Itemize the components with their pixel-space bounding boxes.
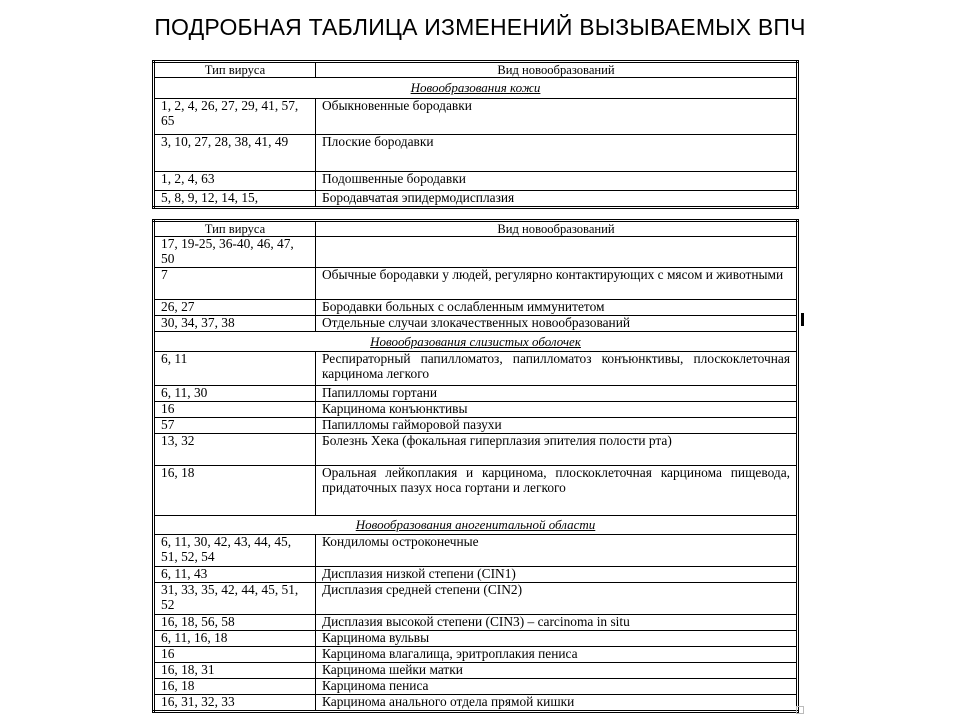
neoplasm-kind-cell: Отдельные случаи злокачественных новообразований — [316, 316, 798, 332]
neoplasm-kind-cell: Оральная лейкоплакия и карцинома, плоскоклеточная карцинома пищевода, придаточных пазух носа гортани и легкого — [316, 466, 798, 516]
table-row — [154, 316, 798, 332]
table-row — [154, 300, 798, 316]
neoplasm-kind-cell: Респираторный папилломатоз, папилломатоз конъюнктивы, плоскоклеточная карцинома легкого — [316, 352, 798, 386]
virus-types-cell: 6, 11, 43 — [154, 567, 316, 583]
table-row — [154, 191, 798, 207]
neoplasm-kind-cell: Обычные бородавки у людей, регулярно контактирующих с мясом и животными — [316, 268, 798, 300]
virus-types-cell: 16, 18 — [154, 679, 316, 695]
virus-types-cell: 6, 11 — [154, 352, 316, 386]
neoplasm-kind-cell: Обыкновенные бородавки — [316, 99, 798, 135]
table-row — [154, 631, 798, 647]
section-row-anogenital — [154, 516, 798, 535]
table-row — [154, 567, 798, 583]
virus-types-cell: 7 — [154, 268, 316, 300]
virus-types-cell: 1, 2, 4, 26, 27, 29, 41, 57, 65 — [154, 99, 316, 135]
table-row — [154, 695, 798, 711]
neoplasm-kind-cell: Дисплазия высокой степени (CIN3) – carcinoma in situ — [316, 615, 798, 631]
column-header-virus-type: Тип вируса — [154, 62, 316, 78]
neoplasm-kind-cell: Дисплазия средней степени (CIN2) — [316, 583, 798, 615]
virus-types-cell: 6, 11, 30, 42, 43, 44, 45, 51, 52, 54 — [154, 535, 316, 567]
table-row — [154, 615, 798, 631]
table-row — [154, 352, 798, 386]
virus-types-cell: 30, 34, 37, 38 — [154, 316, 316, 332]
virus-types-cell: 57 — [154, 418, 316, 434]
neoplasm-kind-cell: Карцинома вульвы — [316, 631, 798, 647]
corner-handle — [796, 706, 804, 714]
table-row — [154, 386, 798, 402]
neoplasm-kind-cell: Папилломы гортани — [316, 386, 798, 402]
neoplasm-kind-cell: Папилломы гайморовой пазухи — [316, 418, 798, 434]
neoplasm-kind-cell: Кондиломы остроконечные — [316, 535, 798, 567]
virus-types-cell: 16 — [154, 647, 316, 663]
table-row — [154, 535, 798, 567]
virus-types-cell: 16 — [154, 402, 316, 418]
table-row — [154, 679, 798, 695]
side-marker — [801, 313, 804, 326]
slide-title: ПОДРОБНАЯ ТАБЛИЦА ИЗМЕНЕНИЙ ВЫЗЫВАЕМЫХ ВПЧ — [154, 14, 806, 40]
virus-types-cell: 6, 11, 16, 18 — [154, 631, 316, 647]
section-row-skin — [154, 78, 798, 99]
virus-types-cell: 26, 27 — [154, 300, 316, 316]
table-row — [154, 466, 798, 516]
table-row — [154, 268, 798, 300]
table-row — [154, 135, 798, 172]
hpv-detail-table — [152, 219, 799, 713]
virus-types-cell: 5, 8, 9, 12, 14, 15, — [154, 191, 316, 207]
neoplasm-kind-cell: Подошвенные бородавки — [316, 172, 798, 191]
table-row — [154, 418, 798, 434]
table-row — [154, 647, 798, 663]
neoplasm-kind-cell: Карцинома пениса — [316, 679, 798, 695]
table-row — [154, 434, 798, 466]
neoplasm-kind-cell: Болезнь Хека (фокальная гиперплазия эпителия полости рта) — [316, 434, 798, 466]
neoplasm-kind-cell: Бородавчатая эпидермодисплазия — [316, 191, 798, 207]
virus-types-cell: 1, 2, 4, 63 — [154, 172, 316, 191]
table-row — [154, 402, 798, 418]
neoplasm-kind-cell: Дисплазия низкой степени (CIN1) — [316, 567, 798, 583]
section-label-skin: Новообразования кожи — [154, 78, 798, 99]
column-header-neoplasm-kind: Вид новообразований — [316, 62, 798, 78]
virus-types-cell: 6, 11, 30 — [154, 386, 316, 402]
neoplasm-kind-cell: Карцинома конъюнктивы — [316, 402, 798, 418]
table-row — [154, 237, 798, 268]
virus-types-cell: 16, 31, 32, 33 — [154, 695, 316, 711]
section-label-mucosa: Новообразования слизистых оболочек — [154, 332, 798, 352]
virus-types-cell: 16, 18 — [154, 466, 316, 516]
table-row — [154, 583, 798, 615]
column-header-virus-type: Тип вируса — [154, 221, 316, 237]
neoplasm-kind-cell: Плоские бородавки — [316, 135, 798, 172]
neoplasm-kind-cell: Бородавки больных с ослабленным иммунитетом — [316, 300, 798, 316]
table-row — [154, 99, 798, 135]
table-header-row — [154, 62, 798, 78]
section-row-mucosa — [154, 332, 798, 352]
virus-types-cell: 17, 19-25, 36-40, 46, 47, 50 — [154, 237, 316, 268]
section-label-anogenital: Новообразования аногенитальной области — [154, 516, 798, 535]
virus-types-cell: 16, 18, 31 — [154, 663, 316, 679]
table-row — [154, 172, 798, 191]
virus-types-cell: 31, 33, 35, 42, 44, 45, 51, 52 — [154, 583, 316, 615]
table-row — [154, 663, 798, 679]
column-header-neoplasm-kind: Вид новообразований — [316, 221, 798, 237]
neoplasm-kind-cell — [316, 237, 798, 268]
neoplasm-kind-cell: Карцинома анального отдела прямой кишки — [316, 695, 798, 711]
neoplasm-kind-cell: Карцинома влагалища, эритроплакия пениса — [316, 647, 798, 663]
neoplasm-kind-cell: Карцинома шейки матки — [316, 663, 798, 679]
virus-types-cell: 16, 18, 56, 58 — [154, 615, 316, 631]
virus-types-cell: 3, 10, 27, 28, 38, 41, 49 — [154, 135, 316, 172]
table-header-row — [154, 221, 798, 237]
hpv-skin-table — [152, 60, 799, 209]
virus-types-cell: 13, 32 — [154, 434, 316, 466]
